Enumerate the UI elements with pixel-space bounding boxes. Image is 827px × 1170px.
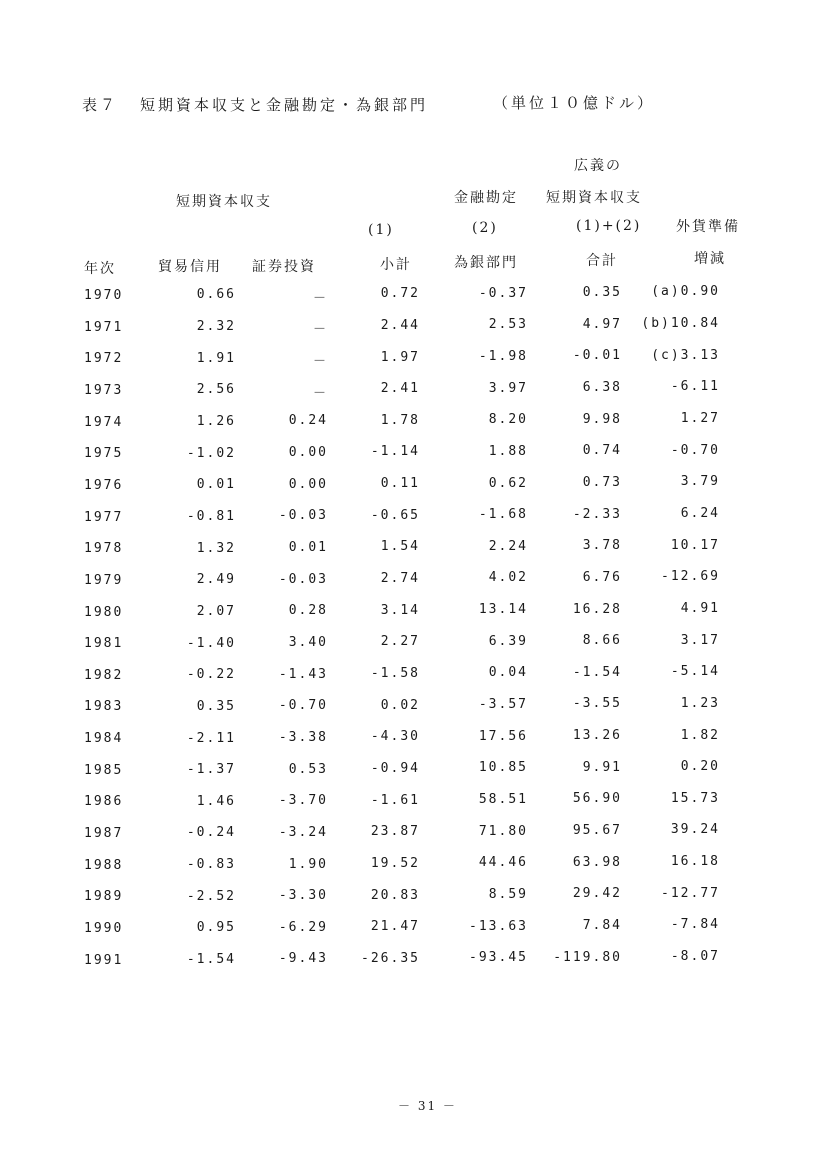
year-cell: 1986 <box>84 794 124 810</box>
subtotal-cell: -4.30 <box>370 729 420 745</box>
total-cell: 4.97 <box>582 316 622 332</box>
fx-banks-cell: 3.97 <box>488 380 528 396</box>
trade-credit-cell: -1.37 <box>186 762 236 778</box>
year-cell: 1972 <box>84 351 124 367</box>
trade-credit-cell: 0.66 <box>196 287 236 303</box>
securities-cell: -0.70 <box>278 698 328 714</box>
total-cell: 8.66 <box>582 633 622 649</box>
total-cell: 9.98 <box>582 411 622 427</box>
fx-banks-cell: 8.20 <box>488 412 528 428</box>
trade-credit-cell: -0.83 <box>186 857 236 873</box>
trade-credit-cell: -0.81 <box>186 508 236 524</box>
subtotal-cell: 3.14 <box>380 602 420 618</box>
subtotal-cell: 0.11 <box>380 476 420 492</box>
subtotal-cell: -26.35 <box>361 950 420 966</box>
table-title: 短期資本収支と金融勘定・為銀部門 <box>140 96 429 114</box>
subtotal-cell: 2.44 <box>380 317 420 333</box>
subtotal-cell: -1.14 <box>370 444 420 460</box>
year-cell: 1974 <box>84 414 124 430</box>
fx-banks-cell: -1.98 <box>478 348 528 364</box>
reserves-cell: -6.11 <box>670 379 720 395</box>
reserves-cell: -12.69 <box>661 569 720 585</box>
reserves-cell: -5.14 <box>670 664 720 680</box>
fx-banks-cell: 0.04 <box>488 665 528 681</box>
fx-banks-cell: 17.56 <box>478 728 528 744</box>
total-cell: 16.28 <box>572 601 622 617</box>
subtotal-cell: 1.97 <box>380 349 420 365</box>
subtotal-cell: 0.02 <box>380 697 420 713</box>
total-cell: 13.26 <box>572 728 622 744</box>
securities-cell: 0.01 <box>288 540 328 555</box>
header-num1: (1) <box>368 222 394 238</box>
reserves-cell: -8.07 <box>670 949 720 965</box>
reserves-cell: 16.18 <box>670 854 720 870</box>
trade-credit-cell: 1.46 <box>196 793 236 809</box>
trade-credit-cell: 1.26 <box>196 414 236 429</box>
trade-credit-cell: 0.95 <box>196 920 236 936</box>
securities-cell: － <box>312 290 328 306</box>
fx-banks-cell: -13.63 <box>469 918 528 934</box>
fx-banks-cell: 8.59 <box>488 886 528 902</box>
fx-banks-cell: -93.45 <box>469 950 528 966</box>
year-cell: 1970 <box>84 288 124 303</box>
reserves-cell: -0.70 <box>670 442 720 458</box>
header-trade-credit: 貿易信用 <box>158 259 222 275</box>
fx-banks-cell: 44.46 <box>478 855 528 871</box>
total-cell: 0.73 <box>582 474 622 490</box>
year-cell: 1988 <box>84 857 124 873</box>
trade-credit-cell: 2.49 <box>196 572 236 588</box>
securities-cell: -6.29 <box>278 919 328 935</box>
subtotal-cell: 2.74 <box>380 571 420 587</box>
reserves-cell: (b)10.84 <box>641 316 720 332</box>
reserves-cell: (c)3.13 <box>651 347 720 363</box>
total-cell: 7.84 <box>582 918 622 933</box>
securities-cell: -3.70 <box>278 793 328 809</box>
table-label: 表７ <box>82 96 119 114</box>
subtotal-cell: 21.47 <box>370 919 420 935</box>
total-cell: 0.74 <box>582 443 622 459</box>
securities-cell: 0.00 <box>288 445 328 461</box>
year-cell: 1985 <box>84 762 124 778</box>
reserves-cell: 0.20 <box>680 759 720 775</box>
total-cell: 3.78 <box>582 538 622 554</box>
header-num12: (1)+(2) <box>576 218 642 234</box>
fx-banks-cell: 58.51 <box>478 792 528 807</box>
trade-credit-cell: 2.56 <box>196 382 236 398</box>
securities-cell: -3.24 <box>278 824 328 840</box>
reserves-cell: 1.27 <box>680 411 720 426</box>
securities-cell: -0.03 <box>278 508 328 524</box>
securities-cell: 0.00 <box>288 476 328 492</box>
page-number: － 31 － <box>398 1099 457 1113</box>
subtotal-cell: -0.94 <box>370 760 420 776</box>
header-broad-line2: 短期資本収支 <box>546 190 642 206</box>
securities-cell: － <box>312 385 328 401</box>
total-cell: 6.76 <box>582 569 622 585</box>
subtotal-cell: -0.65 <box>370 507 420 523</box>
trade-credit-cell: -1.54 <box>186 952 236 968</box>
header-financial-account: 金融勘定 <box>454 190 518 206</box>
securities-cell: -0.03 <box>278 571 328 587</box>
securities-cell: 0.53 <box>288 761 328 777</box>
total-cell: -2.33 <box>572 506 622 522</box>
trade-credit-cell: 1.32 <box>196 540 236 556</box>
subtotal-cell: 23.87 <box>370 824 420 840</box>
fx-banks-cell: -3.57 <box>478 697 528 713</box>
fx-banks-cell: -0.37 <box>478 285 528 301</box>
securities-cell: － <box>312 354 328 370</box>
year-cell: 1975 <box>84 446 124 462</box>
year-cell: 1979 <box>84 572 124 588</box>
header-reserves-line1: 外貨準備 <box>676 219 740 235</box>
securities-cell: 0.24 <box>288 413 328 429</box>
securities-cell: 1.90 <box>288 856 328 872</box>
fx-banks-cell: 6.39 <box>488 633 528 649</box>
header-subtotal: 小計 <box>380 257 412 273</box>
fx-banks-cell: 10.85 <box>478 760 528 776</box>
total-cell: 6.38 <box>582 379 622 395</box>
fx-banks-cell: 13.14 <box>478 602 528 618</box>
year-cell: 1980 <box>84 604 124 620</box>
total-cell: -0.01 <box>572 348 622 364</box>
header-fx-banks: 為銀部門 <box>454 255 518 271</box>
securities-cell: -1.43 <box>278 666 328 682</box>
header-reserves-line2: 増減 <box>694 251 726 267</box>
total-cell: 9.91 <box>582 759 622 775</box>
securities-cell: -3.38 <box>278 729 328 745</box>
fx-banks-cell: 1.88 <box>488 443 528 459</box>
trade-credit-cell: -0.24 <box>186 825 236 841</box>
fx-banks-cell: 71.80 <box>478 823 528 839</box>
header-year: 年次 <box>84 261 116 277</box>
reserves-cell: 3.79 <box>680 474 720 490</box>
total-cell: 56.90 <box>572 791 622 807</box>
reserves-cell: 1.23 <box>680 695 720 711</box>
reserves-cell: 39.24 <box>670 822 720 838</box>
subtotal-cell: 0.72 <box>380 286 420 302</box>
securities-cell: － <box>312 322 328 338</box>
total-cell: -3.55 <box>572 696 622 712</box>
year-cell: 1984 <box>84 731 124 747</box>
year-cell: 1973 <box>84 382 124 398</box>
header-broad-line1: 広義の <box>574 158 622 174</box>
total-cell: 0.35 <box>582 285 622 300</box>
reserves-cell: 4.91 <box>680 600 720 616</box>
fx-banks-cell: 2.53 <box>488 317 528 333</box>
trade-credit-cell: 0.35 <box>196 698 236 714</box>
year-cell: 1991 <box>84 952 124 968</box>
total-cell: -1.54 <box>572 664 622 680</box>
year-cell: 1989 <box>84 889 124 905</box>
header-total: 合計 <box>586 253 618 269</box>
year-cell: 1978 <box>84 541 124 557</box>
fx-banks-cell: -1.68 <box>478 507 528 523</box>
trade-credit-cell: 2.07 <box>196 603 236 619</box>
header-short-capital: 短期資本収支 <box>176 194 272 210</box>
subtotal-cell: 1.54 <box>380 539 420 555</box>
trade-credit-cell: 2.32 <box>196 319 236 335</box>
securities-cell: -9.43 <box>278 951 328 967</box>
year-cell: 1990 <box>84 921 124 936</box>
trade-credit-cell: -1.02 <box>186 445 236 461</box>
subtotal-cell: 1.78 <box>380 412 420 428</box>
reserves-cell: -7.84 <box>670 917 720 933</box>
trade-credit-cell: -2.11 <box>186 730 236 746</box>
header-num2: (2) <box>472 220 498 236</box>
subtotal-cell: -1.61 <box>370 792 420 808</box>
total-cell: 29.42 <box>572 886 622 902</box>
subtotal-cell: 20.83 <box>370 887 420 903</box>
reserves-cell: 6.24 <box>680 505 720 521</box>
subtotal-cell: 19.52 <box>370 855 420 871</box>
trade-credit-cell: -0.22 <box>186 667 236 683</box>
subtotal-cell: -1.58 <box>370 666 420 681</box>
trade-credit-cell: 1.91 <box>196 350 236 366</box>
reserves-cell: 10.17 <box>670 537 720 553</box>
securities-cell: 3.40 <box>288 634 328 650</box>
year-cell: 1982 <box>84 667 124 683</box>
table-unit: （単位１０億ドル） <box>493 94 656 112</box>
year-cell: 1971 <box>84 319 124 335</box>
reserves-cell: -12.77 <box>661 885 720 901</box>
total-cell: 63.98 <box>572 854 622 870</box>
reserves-cell: (a)0.90 <box>651 284 720 300</box>
securities-cell: 0.28 <box>288 603 328 619</box>
fx-banks-cell: 0.62 <box>488 475 528 491</box>
year-cell: 1976 <box>84 477 124 493</box>
year-cell: 1983 <box>84 699 124 715</box>
subtotal-cell: 2.27 <box>380 634 420 650</box>
reserves-cell: 15.73 <box>670 790 720 806</box>
subtotal-cell: 2.41 <box>380 381 420 397</box>
header-securities: 証券投資 <box>252 259 316 275</box>
reserves-cell: 1.82 <box>680 727 720 743</box>
reserves-cell: 3.17 <box>680 632 720 648</box>
total-cell: -119.80 <box>553 949 622 965</box>
year-cell: 1987 <box>84 826 124 842</box>
trade-credit-cell: -2.52 <box>186 888 236 904</box>
trade-credit-cell: 0.01 <box>196 477 236 493</box>
trade-credit-cell: -1.40 <box>186 635 236 651</box>
year-cell: 1981 <box>84 636 124 652</box>
securities-cell: -3.30 <box>278 888 328 904</box>
fx-banks-cell: 2.24 <box>488 538 528 554</box>
fx-banks-cell: 4.02 <box>488 570 528 586</box>
total-cell: 95.67 <box>572 823 622 839</box>
year-cell: 1977 <box>84 509 124 525</box>
